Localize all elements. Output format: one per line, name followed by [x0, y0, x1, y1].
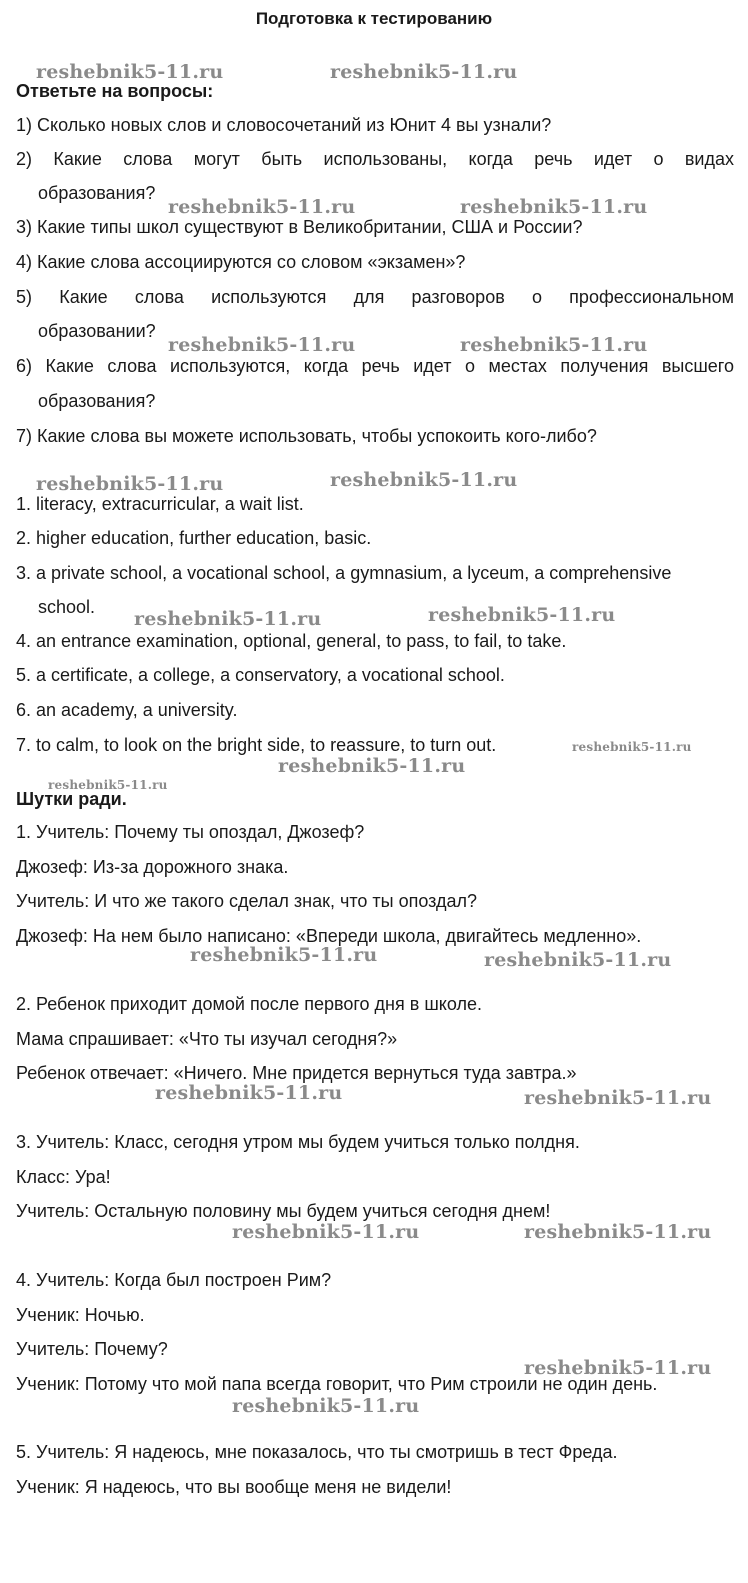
answer-3: 3. a private school, a vocational school, a gymnasium, a lyceum, a comprehensive: [16, 563, 672, 583]
watermark: reshebnik5-11.ru: [460, 196, 648, 218]
question-2-cont: образования?: [38, 183, 156, 203]
joke-3-line-3: Учитель: Остальную половину мы будем учиться сегодня днем!: [16, 1201, 551, 1221]
jokes-heading: Шутки ради.: [16, 789, 127, 809]
joke-1-line-4: Джозеф: На нем было написано: «Впереди школа, двигайтесь медленно».: [16, 926, 642, 946]
joke-3-line-2: Класс: Ура!: [16, 1167, 111, 1187]
watermark: reshebnik5-11.ru: [168, 334, 356, 356]
watermark: reshebnik5-11.ru: [524, 1357, 712, 1379]
answer-6: 6. an academy, a university.: [16, 700, 238, 720]
watermark: reshebnik5-11.ru: [330, 469, 518, 491]
question-6-cont: образования?: [38, 391, 156, 411]
watermark: reshebnik5-11.ru: [232, 1221, 420, 1243]
joke-4-line-4: Ученик: Потому что мой папа всегда говорит, что Рим строили не один день.: [16, 1374, 658, 1394]
joke-3-line-1: 3. Учитель: Класс, сегодня утром мы будем учиться только полдня.: [16, 1132, 580, 1152]
watermark: reshebnik5-11.ru: [155, 1082, 343, 1104]
watermark: reshebnik5-11.ru: [330, 61, 518, 83]
page-title: Подготовка к тестированию: [255, 9, 493, 28]
joke-2-line-1: 2. Ребенок приходит домой после первого дня в школе.: [16, 994, 482, 1014]
answer-5: 5. a certificate, a college, a conservatory, a vocational school.: [16, 665, 505, 685]
watermark: reshebnik5-11.ru: [190, 944, 378, 966]
joke-5-line-1: 5. Учитель: Я надеюсь, мне показалось, что ты смотришь в тест Фреда.: [16, 1442, 618, 1462]
question-4: 4) Какие слова ассоциируются со словом «экзамен»?: [16, 252, 466, 272]
joke-4-line-3: Учитель: Почему?: [16, 1339, 168, 1359]
question-3: 3) Какие типы школ существуют в Великобритании, США и России?: [16, 217, 583, 237]
watermark: reshebnik5-11.ru: [48, 778, 168, 792]
question-6: 6) Какие слова используются, когда речь идет о местах получения высшего: [16, 356, 734, 376]
joke-4-line-1: 4. Учитель: Когда был построен Рим?: [16, 1270, 332, 1290]
question-2: 2) Какие слова могут быть использованы, когда речь идет о видах: [16, 149, 734, 169]
watermark: reshebnik5-11.ru: [524, 1087, 712, 1109]
watermark: reshebnik5-11.ru: [484, 949, 672, 971]
joke-5-line-2: Ученик: Я надеюсь, что вы вообще меня не видели!: [16, 1477, 452, 1497]
questions-heading: Ответьте на вопросы:: [16, 81, 214, 101]
watermark: reshebnik5-11.ru: [232, 1395, 420, 1417]
answer-4: 4. an entrance examination, optional, general, to pass, to fail, to take.: [16, 631, 567, 651]
joke-1-line-2: Джозеф: Из-за дорожного знака.: [16, 857, 289, 877]
answer-2: 2. higher education, further education, basic.: [16, 528, 372, 548]
question-1: 1) Сколько новых слов и словосочетаний из Юнит 4 вы узнали?: [16, 115, 552, 135]
question-5: 5) Какие слова используются для разговоров о профессиональном: [16, 287, 734, 307]
answer-3-cont: school.: [38, 597, 96, 617]
question-7: 7) Какие слова вы можете использовать, чтобы успокоить кого-либо?: [16, 426, 597, 446]
answer-1: 1. literacy, extracurricular, a wait list.: [16, 494, 304, 514]
watermark: reshebnik5-11.ru: [36, 61, 224, 83]
joke-1-line-1: 1. Учитель: Почему ты опоздал, Джозеф?: [16, 822, 365, 842]
watermark: reshebnik5-11.ru: [36, 473, 224, 495]
joke-2-line-3: Ребенок отвечает: «Ничего. Мне придется вернуться туда завтра.»: [16, 1063, 577, 1083]
question-5-cont: образовании?: [38, 321, 156, 341]
watermark: reshebnik5-11.ru: [524, 1221, 712, 1243]
watermark: reshebnik5-11.ru: [168, 196, 356, 218]
watermark: reshebnik5-11.ru: [428, 604, 616, 626]
joke-1-line-3: Учитель: И что же такого сделал знак, что ты опоздал?: [16, 891, 478, 911]
answer-7: 7. to calm, to look on the bright side, to reassure, to turn out.: [16, 735, 497, 755]
watermark: reshebnik5-11.ru: [460, 334, 648, 356]
watermark: reshebnik5-11.ru: [572, 740, 692, 754]
joke-2-line-2: Мама спрашивает: «Что ты изучал сегодня?»: [16, 1029, 398, 1049]
joke-4-line-2: Ученик: Ночью.: [16, 1305, 145, 1325]
watermark: reshebnik5-11.ru: [278, 755, 466, 777]
watermark: reshebnik5-11.ru: [134, 608, 322, 630]
